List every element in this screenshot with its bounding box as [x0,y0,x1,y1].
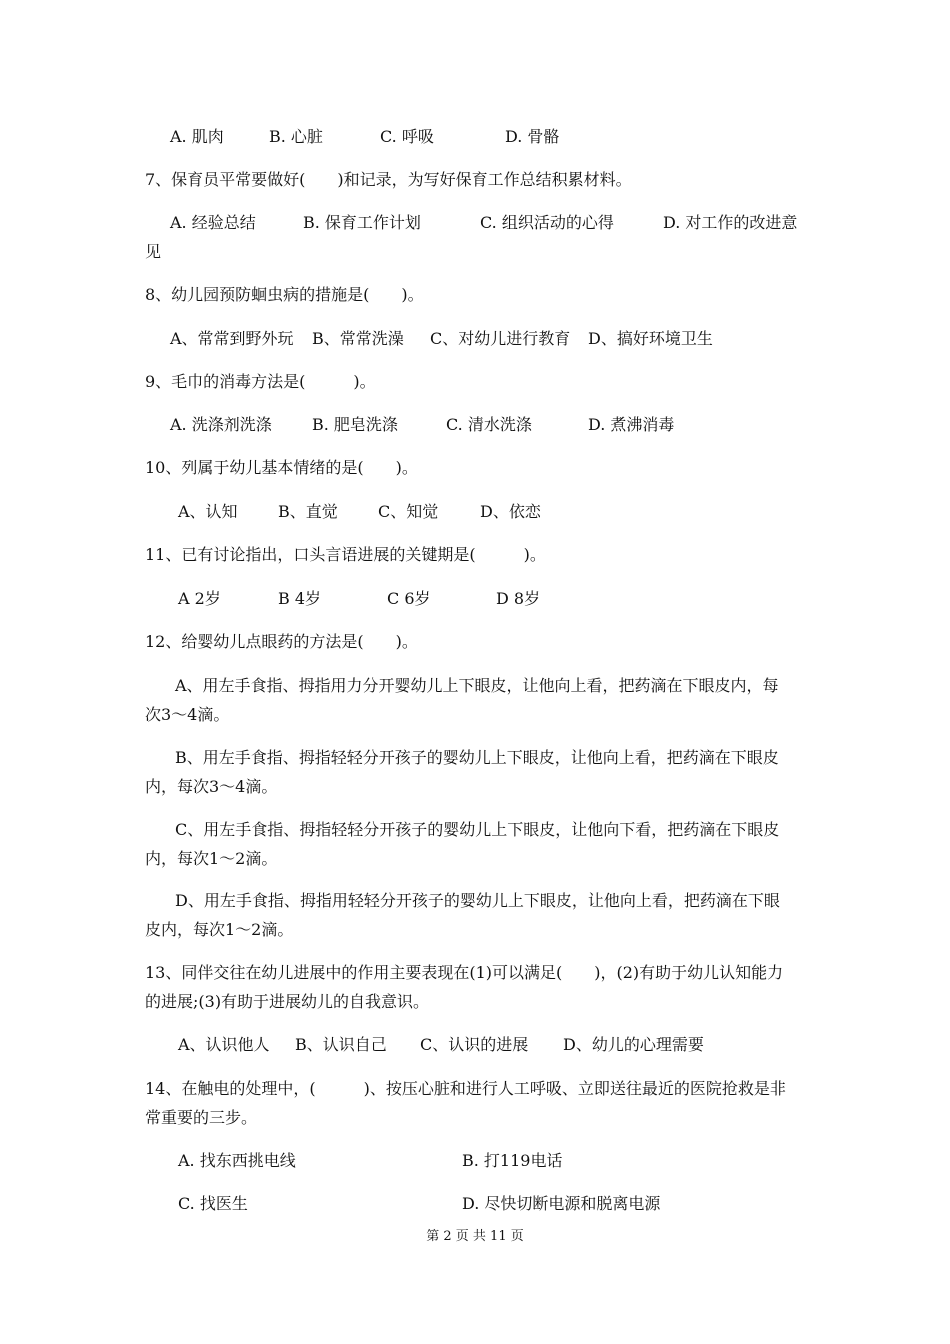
q10-option-d: D、依恋 [480,502,541,521]
q7-option-b: B. 保育工作计划 [303,213,421,232]
q9-option-a: A. 洗涤剂洗涤 [170,415,272,434]
q11-option-d: D 8岁 [496,589,541,608]
q10-stem: 10、列属于幼儿基本情绪的是( )。 [145,458,418,477]
q12-option-d-continuation: 皮内，每次1～2滴。 [145,920,294,939]
q11-option-a: A 2岁 [178,589,221,608]
q7-option-d: D. 对工作的改进意 [663,213,798,232]
q9-stem: 9、毛巾的消毒方法是( )。 [145,372,376,391]
q12-option-c: C、用左手食指、拇指轻轻分开孩子的婴幼儿上下眼皮，让他向下看，把药滴在下眼皮 [175,820,780,839]
q13-stem: 13、同伴交往在幼儿进展中的作用主要表现在(1)可以满足( )，(2)有助于幼儿认知能力 [145,963,784,982]
q7-option-d-continuation: 见 [145,242,162,261]
q9-option-b: B. 肥皂洗涤 [312,415,398,434]
page-number-footer: 第 2 页 共 11 页 [426,1229,524,1244]
q6-option-d: D. 骨骼 [505,127,560,146]
q11-option-b: B 4岁 [278,589,322,608]
q8-stem: 8、幼儿园预防蛔虫病的措施是( )。 [145,285,424,304]
q6-option-c: C. 呼吸 [380,127,434,146]
q10-option-b: B、直觉 [278,502,338,521]
q13-stem-continuation: 的进展;(3)有助于进展幼儿的自我意识。 [145,992,430,1011]
q8-option-d: D、搞好环境卫生 [588,329,713,348]
q13-option-a: A、认识他人 [178,1035,270,1054]
q8-option-b: B、常常洗澡 [312,329,404,348]
q14-option-d: D. 尽快切断电源和脱离电源 [462,1194,661,1213]
q12-option-a-continuation: 次3～4滴。 [145,705,230,724]
q12-option-a: A、用左手食指、拇指用力分开婴幼儿上下眼皮，让他向上看，把药滴在下眼皮内，每 [175,676,779,695]
q13-option-b: B、认识自己 [295,1035,387,1054]
q12-option-d: D、用左手食指、拇指用轻轻分开孩子的婴幼儿上下眼皮，让他向上看，把药滴在下眼 [175,891,780,910]
q10-option-a: A、认知 [178,502,238,521]
q13-option-d: D、幼儿的心理需要 [563,1035,704,1054]
q9-option-d: D. 煮沸消毒 [588,415,675,434]
q7-option-a: A. 经验总结 [170,213,256,232]
q12-option-c-continuation: 内，每次1～2滴。 [145,849,278,868]
q8-option-a: A、常常到野外玩 [170,329,294,348]
q6-option-a: A. 肌肉 [170,127,224,146]
q11-option-c: C 6岁 [387,589,431,608]
q9-option-c: C. 清水洗涤 [446,415,532,434]
q11-stem: 11、已有讨论指出，口头言语进展的关键期是( )。 [145,545,546,564]
q14-option-a: A. 找东西挑电线 [178,1151,296,1170]
q7-option-c: C. 组织活动的心得 [480,213,614,232]
q6-option-b: B. 心脏 [269,127,323,146]
q12-option-b-continuation: 内，每次3～4滴。 [145,777,278,796]
q12-option-b: B、用左手食指、拇指轻轻分开孩子的婴幼儿上下眼皮，让他向上看，把药滴在下眼皮 [175,748,779,767]
q8-option-c: C、对幼儿进行教育 [430,329,571,348]
q12-stem: 12、给婴幼儿点眼药的方法是( )。 [145,632,418,651]
q13-option-c: C、认识的进展 [420,1035,529,1054]
q7-stem: 7、保育员平常要做好( )和记录，为写好保育工作总结积累材料。 [145,170,632,189]
q14-option-b: B. 打119电话 [462,1151,563,1170]
q14-option-c: C. 找医生 [178,1194,248,1213]
q10-option-c: C、知觉 [378,502,439,521]
q14-stem-continuation: 常重要的三步。 [145,1108,258,1127]
q14-stem: 14、在触电的处理中，( )、按压心脏和进行人工呼吸、立即送往最近的医院抢救是非 [145,1079,786,1098]
